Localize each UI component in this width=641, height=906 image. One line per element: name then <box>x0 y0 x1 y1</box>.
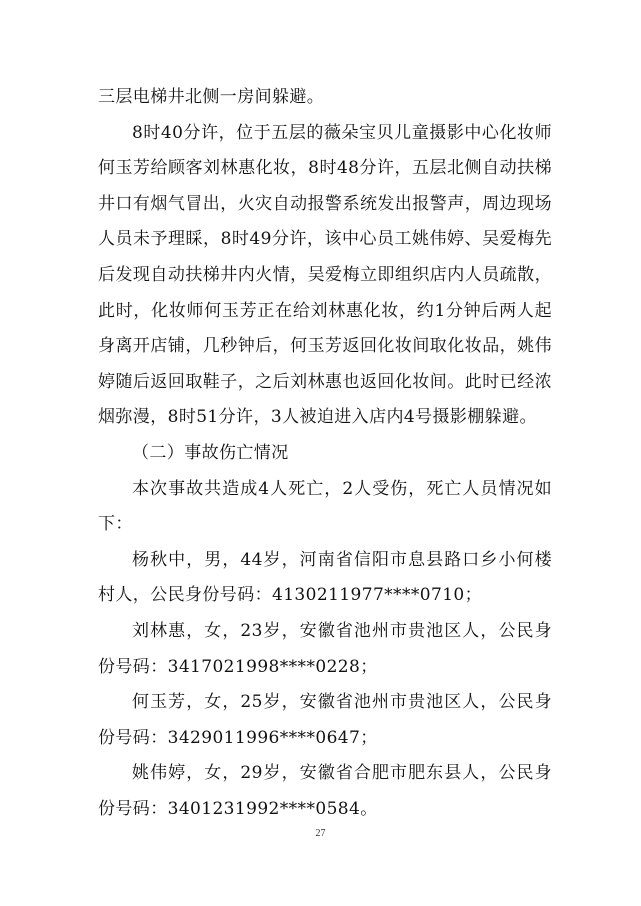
section-heading-casualties: （二）事故伤亡情况 <box>132 442 289 463</box>
paragraph-continuation: 三层电梯井北侧一房间躲避。 <box>98 87 325 107</box>
paragraph-casualty-summary: 本次事故共造成4人死亡，2人受伤，死亡人员情况如下： <box>98 478 552 535</box>
paragraph-victim-4: 姚伟婷，女，29岁，安徽省合肥市肥东县人，公民身份号码：3401231992****0584。 <box>98 763 552 819</box>
paragraph-fire-timeline: 8时40分许，位于五层的薇朵宝贝儿童摄影中心化妆师何玉芳给顾客刘林惠化妆，8时48分许，五层北侧自动扶梯井口有烟气冒出，火灾自动报警系统发出报警声，周边现场人员未予理睬，8时49分许，该中心员工姚伟婷、吴爱梅先后发现自动扶梯井内火情，吴爱梅立即组织店内人员疏散，此时，化妆师何玉芳正在给刘林惠化妆，约1分钟后两人起身离开店铺，几秒钟后，何玉芳返回化妆间取化妆品，姚伟婷随后返回取鞋子，之后刘林惠也返回化妆间。此时已经浓烟弥漫，8时51分许，3人被迫进入店内4号摄影棚躲避。 <box>98 122 552 428</box>
page-number: 27 <box>315 828 326 839</box>
paragraph-victim-2: 刘林惠，女，23岁，安徽省池州市贵池区人，公民身份号码：3417021998****0228； <box>98 620 552 677</box>
paragraph-victim-1: 杨秋中，男，44岁，河南省信阳市息县路口乡小何楼村人，公民身份号码：4130211977****0710； <box>98 549 552 606</box>
document-body <box>98 80 552 827</box>
paragraph-victim-3: 何玉芳，女，25岁，安徽省池州市贵池区人，公民身份号码：3429011996****0647； <box>98 692 552 748</box>
